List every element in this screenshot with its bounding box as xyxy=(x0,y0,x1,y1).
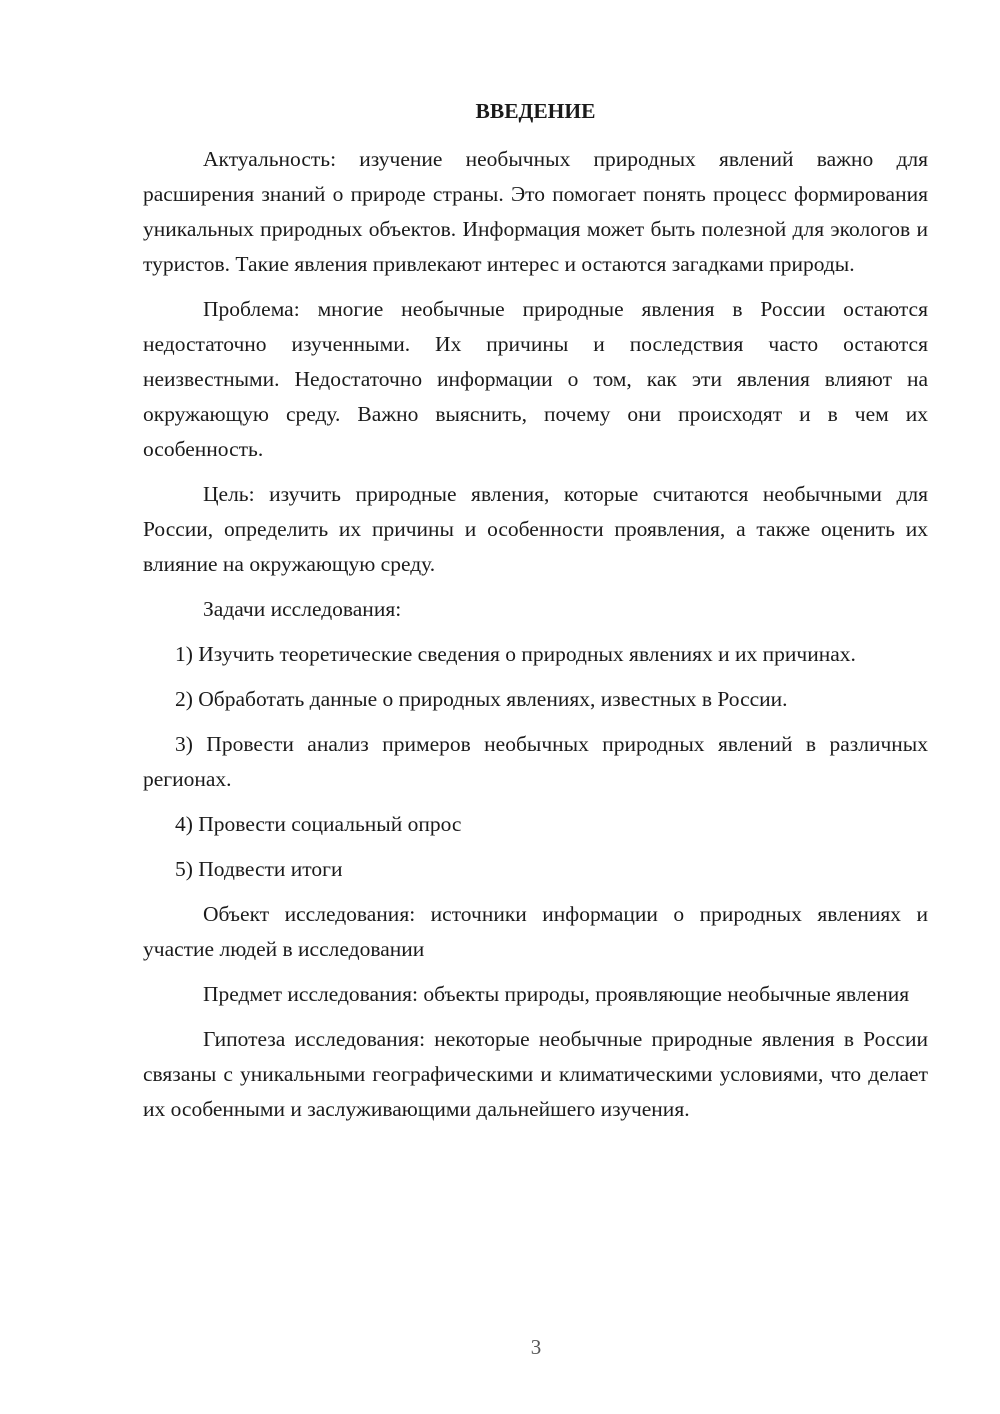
object-paragraph: Объект исследования: источники информации о природных явлениях и участие людей в исследовании xyxy=(143,902,928,961)
goal-paragraph: Цель: изучить природные явления, которые считаются необычными для России, определить их причины и особенности проявления, а также оценить их влияние на окружающую среду. xyxy=(143,482,928,576)
task-item-1: 1) Изучить теоретические сведения о природных явлениях и их причинах. xyxy=(175,642,856,666)
task-item-3: 3) Провести анализ примеров необычных природных явлений в различных регионах. xyxy=(143,732,928,791)
subject-paragraph: Предмет исследования: объекты природы, проявляющие необычные явления xyxy=(203,982,910,1006)
hypothesis-paragraph: Гипотеза исследования: некоторые необычные природные явления в России связаны с уникальными географическими и климатическими условиями, что делает их особенными и заслуживающими дальнейшего изучения. xyxy=(143,1027,928,1121)
problem-paragraph: Проблема: многие необычные природные явления в России остаются недостаточно изученными. Их причины и последствия часто остаются неизвестными. Недостаточно информации о том, как эти явления влияют на окружающую среду. Важно выяснить, почему они происходят и в чем их особенность. xyxy=(143,297,928,461)
task-item-5: 5) Подвести итоги xyxy=(175,857,343,881)
task-item-2: 2) Обработать данные о природных явлениях, известных в России. xyxy=(175,687,788,711)
task-item-4: 4) Провести социальный опрос xyxy=(175,812,462,836)
page-number: 3 xyxy=(530,1335,542,1359)
document-body xyxy=(143,94,928,1137)
tasks-heading: Задачи исследования: xyxy=(203,597,402,621)
relevance-paragraph: Актуальность: изучение необычных природных явлений важно для расширения знаний о природе страны. Это помогает понять процесс формирования уникальных природных объектов. Информация может быть полезной для экологов и туристов. Такие явления привлекают интерес и остаются загадками природы. xyxy=(143,147,928,276)
section-title: ВВЕДЕНИЕ xyxy=(475,99,596,123)
